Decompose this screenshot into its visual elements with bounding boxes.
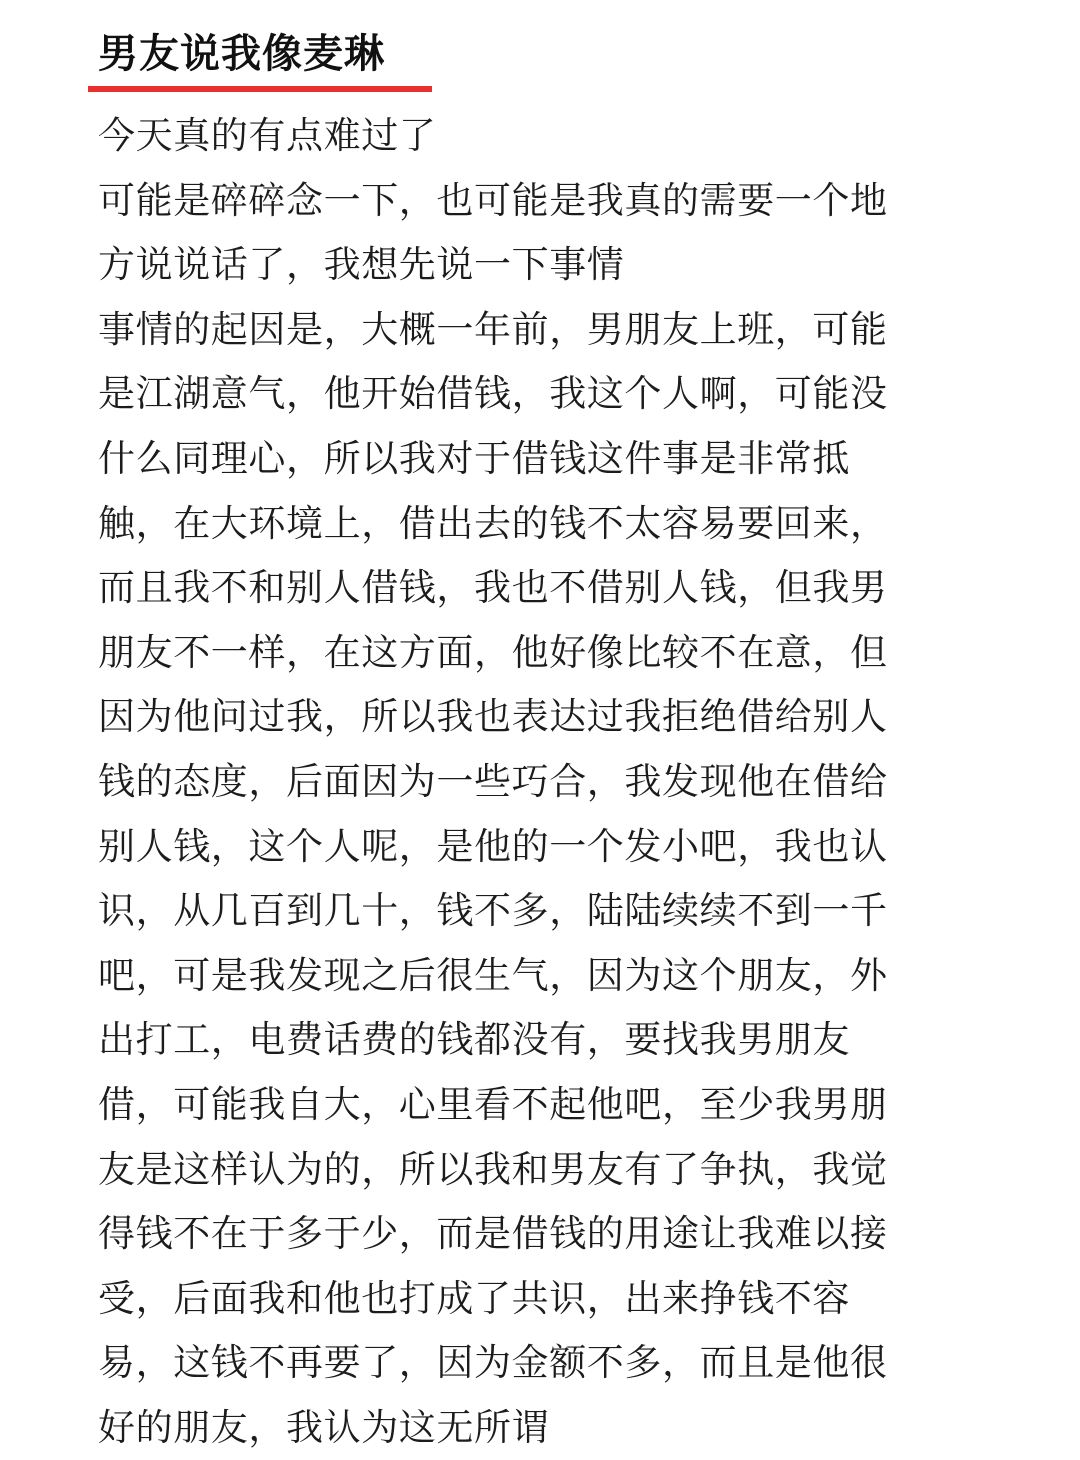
text-line: 朋友不一样，在这方面，他好像比较不在意，但 xyxy=(98,630,888,674)
post-body xyxy=(98,104,958,1460)
text-line: 受，后面我和他也打成了共识，出来挣钱不容 xyxy=(98,1276,850,1320)
text-line: 好的朋友，我认为这无所谓 xyxy=(98,1405,550,1449)
title-block xyxy=(98,22,385,86)
text-line: 方说说话了，我想先说一下事情 xyxy=(98,243,625,287)
text-line: 今天真的有点难过了 xyxy=(98,114,437,157)
text-line: 出打工，电费话费的钱都没有，要找我男朋友 xyxy=(98,1018,850,1062)
title-underline xyxy=(88,86,432,92)
text-line: 触，在大环境上，借出去的钱不太容易要回来， xyxy=(98,501,888,545)
text-line: 别人钱，这个人呢，是他的一个发小吧，我也认 xyxy=(98,824,888,868)
text-line: 而且我不和别人借钱，我也不借别人钱，但我男 xyxy=(98,566,888,610)
text-line: 什么同理心，所以我对于借钱这件事是非常抵 xyxy=(98,436,850,480)
text-line: 事情的起因是，大概一年前，男朋友上班，可能 xyxy=(98,307,888,351)
text-line: 识，从几百到几十，钱不多，陆陆续续不到一千 xyxy=(98,889,888,933)
text-line: 钱的态度，后面因为一些巧合，我发现他在借给 xyxy=(98,759,888,803)
page-title: 男友说我像麦琳 xyxy=(98,31,385,77)
text-line: 借，可能我自大，心里看不起他吧，至少我男朋 xyxy=(98,1082,888,1126)
text-line: 得钱不在于多于少，而是借钱的用途让我难以接 xyxy=(98,1212,888,1256)
text-line: 吧，可是我发现之后很生气，因为这个朋友，外 xyxy=(98,953,888,997)
text-line: 可能是碎碎念一下，也可能是我真的需要一个地 xyxy=(98,178,888,222)
text-line: 友是这样认为的，所以我和男友有了争执，我觉 xyxy=(98,1147,888,1191)
text-line: 因为他问过我，所以我也表达过我拒绝借给别人 xyxy=(98,695,888,739)
text-line: 是江湖意气，他开始借钱，我这个人啊，可能没 xyxy=(98,372,888,416)
text-line: 易，这钱不再要了，因为金额不多，而且是他很 xyxy=(98,1341,888,1385)
